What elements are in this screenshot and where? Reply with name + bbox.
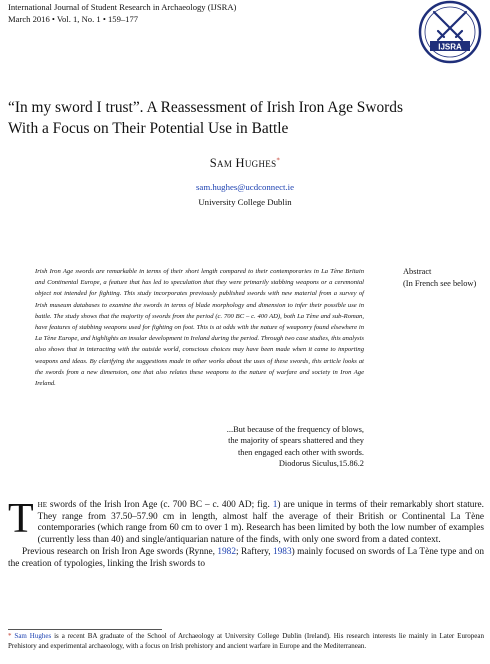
- footnote-author-link[interactable]: Sam Hughes: [14, 632, 52, 640]
- footnote-mark: *: [8, 632, 12, 640]
- abstract-text: Irish Iron Age swords are remarkable in terms of their short length compared to their contemporaries in La Tène Britain and Continental Europe, a feature that has led to speculation that they were primarily stabbing weapons or a ceremonial object not intended for fighting. This study incorporates previously published swords with new material from a survey of Irish museum databases to examine the swords in terms of blade morphology and dimension to infer their possible use in battle. The study shows that the majority of swords from the period (c. 700 BC – c. 400 AD), both La Tène and sub-Roman, have features of stabbing weapons used for fighting on foot. This is at odds with the nature of weaponry found elsewhere in La Tène Europe, and highlights an insular development in Ireland during the period. Through two case studies, this analysis also shows that in interacting with the outside world, conscious choices may have been made when it came to importing weapons and ideas. By clarifying the suggestions made in other works about the uses of these swords, this article looks at the swords from a new dimension, one that also relates these weapons to the nature of warfare and society in Iron Age Ireland.: [35, 268, 364, 388]
- journal-header: [8, 2, 236, 25]
- author-email[interactable]: sam.hughes@ucdconnect.ie: [196, 182, 294, 192]
- author-footnote-mark[interactable]: *: [276, 156, 281, 165]
- epigraph-line: the majority of spears shattered and they: [228, 436, 364, 446]
- ijsra-logo: [418, 0, 482, 64]
- paragraph-text: swords of the Irish Iron Age (c. 700 BC – c. 400 AD; fig.: [47, 500, 273, 510]
- paper-title: “In my sword I trust”. A Reassessment of Irish Iron Age Swords With a Focus on Their Potential Use in Battle: [8, 99, 403, 137]
- abstract-heading: Abstract: [403, 267, 432, 276]
- epigraph-line: then engaged each other with swords.: [237, 447, 364, 457]
- epigraph: [150, 424, 364, 470]
- citation-link[interactable]: 1982: [217, 546, 236, 557]
- journal-name: International Journal of Student Research in Archaeology (IJSRA): [8, 2, 237, 12]
- journal-issue: March 2016 • Vol. 1, No. 1 • 159–177: [8, 13, 139, 24]
- lead-word: he: [37, 500, 47, 510]
- paragraph-text: ) are unique in terms of their remarkably short stature. They range from 37.50–57.90 cm in length, almost half the average of their British or Continental La Tène contemporaries (which range from 60 cm to over 1 m). Research has been limited by both the low number of examples (currently less than 40) and single/antiquarian nature of the finds, with only one sword from a dated context.: [37, 500, 484, 546]
- figure-ref-link[interactable]: 1: [272, 500, 278, 510]
- logo-text: IJSRA: [438, 42, 462, 52]
- drop-cap: T: [8, 496, 34, 542]
- paragraph-text: ; Raftery,: [235, 546, 273, 557]
- paragraph-2: [8, 547, 484, 570]
- author-name: Sam Hughes: [209, 156, 277, 170]
- author-line: [0, 156, 490, 171]
- abstract-label-block: [403, 266, 476, 289]
- paragraph-text: Previous research on Irish Iron Age swords (Rynne,: [22, 546, 218, 557]
- epigraph-line: ...But because of the frequency of blows,: [226, 425, 364, 434]
- epigraph-source: Diodorus Siculus,15.86.2: [278, 459, 364, 469]
- paragraph-1: [8, 496, 484, 547]
- footnote-divider: [8, 629, 162, 630]
- footnote-text: is a recent BA graduate of the School of Archaeology at University College Dublin (Ireland). His research interests lie mainly in Later European Prehistory and experimental archaeology, with a focus on Irish prehistory and ancient warfare in Europe and the Mediterranean.: [8, 632, 484, 650]
- paragraph-text: ) mainly focused on swords of La Tène type and on the creation of typologies, linking the Irish swords to: [8, 546, 484, 569]
- abstract-language-note: (In French see below): [403, 278, 477, 288]
- citation-link[interactable]: 1983: [273, 546, 292, 557]
- author-affiliation: University College Dublin: [198, 197, 292, 207]
- footnote: [8, 631, 484, 651]
- body-text: [8, 496, 484, 570]
